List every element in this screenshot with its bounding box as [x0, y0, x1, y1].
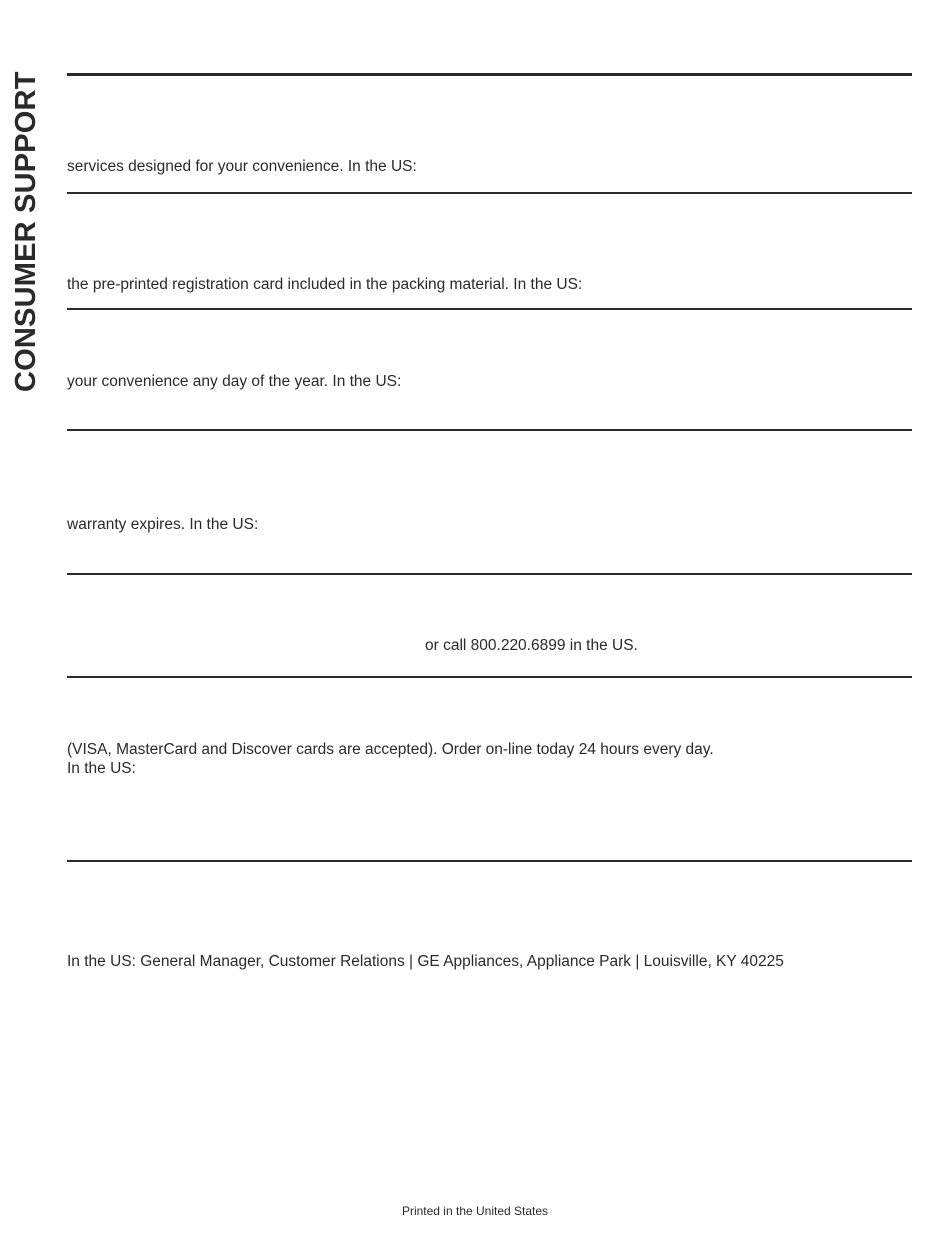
payment-cards-text: (VISA, MasterCard and Discover cards are accepted). Order on-line today 24 hours every day.: [67, 741, 714, 758]
section-divider: [67, 73, 912, 76]
section-divider: [67, 192, 912, 194]
section-divider: [67, 573, 912, 575]
printed-footer: Printed in the United States: [401, 1204, 549, 1218]
section-divider: [67, 308, 912, 310]
consumer-support-heading: CONSUMER SUPPORT: [10, 71, 42, 392]
registration-text: the pre-printed registration card included in the packing material. In the US:: [67, 276, 583, 293]
services-text: services designed for your convenience. In the US:: [67, 158, 417, 175]
section-divider: [67, 676, 912, 678]
section-divider: [67, 860, 912, 862]
payment-us-text: In the US:: [67, 760, 136, 777]
warranty-text: warranty expires. In the US:: [67, 516, 259, 533]
any-day-text: your convenience any day of the year. In the US:: [67, 373, 402, 390]
call-text: or call 800.220.6899 in the US.: [425, 637, 638, 654]
section-divider: [67, 429, 912, 431]
contact-address-text: In the US: General Manager, Customer Relations | GE Appliances, Appliance Park | Louisville, KY 40225: [67, 953, 784, 970]
